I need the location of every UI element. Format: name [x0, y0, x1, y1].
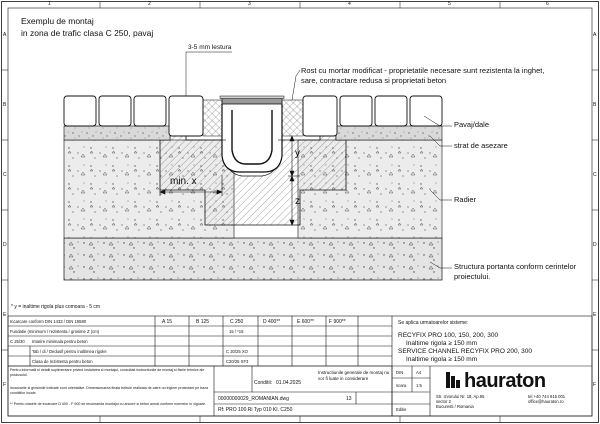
file-name: 00000000029_ROMANIAN.dwg [218, 396, 289, 402]
class-d400: D 400** [263, 319, 281, 325]
row-tick-f-right: F [593, 382, 597, 388]
instructions-note: Instructiunile generale de montaj nu vor fi luate in considerare [318, 370, 390, 381]
product-1: RECYFIX PRO 100, 150, 200, 300 [398, 332, 499, 339]
scale-value: 1:5 [416, 383, 422, 388]
row3-code: C 25/30 [10, 339, 25, 344]
product-1-height: Inaltime rigola ≥ 150 mm [406, 340, 478, 347]
col-tick-6: 6 [546, 1, 549, 7]
company-addr3: Bucuresti / Romania [436, 404, 474, 409]
col-tick-2: 2 [148, 1, 151, 7]
footnote: * y = inaltime rigola plus comoara - 5 cm [11, 304, 101, 310]
class-a15: A 15 [162, 319, 173, 325]
channel-grating [222, 98, 282, 104]
col-tick-3: 3 [248, 1, 251, 7]
class-b125: B 125 [196, 319, 210, 325]
row-tick-e: E [3, 312, 7, 318]
row5-label: Clasa de rezistenta pentru beton [32, 359, 93, 364]
class-f900: F 900** [329, 319, 346, 325]
reference: Rf: PRO 100 Ri Typ 010 KI. C250 [218, 407, 293, 413]
conditii-label: Conditii: [254, 380, 273, 386]
row-tick-a: A [3, 32, 7, 38]
row-tick-f: F [3, 382, 7, 388]
company-addr1: Str. Izvorului Nr. 18, Ap.95 [436, 394, 485, 399]
din-label: DIN [396, 370, 404, 375]
load-class-label: Incarcare conform DIN 1433 / DIN 19580 [10, 319, 87, 324]
row-tick-b-right: B [593, 102, 597, 108]
company-tel: tel +40 744 915 001 [528, 394, 566, 399]
base-callout: Radier [454, 195, 477, 204]
mortar-joint-left [203, 100, 222, 136]
mortar-callout: Rost cu mortar modificat - proprietatile necesare sunt rezistenta la inghet, sare, contractare redusa si proprietati beton [301, 66, 545, 85]
drawing-title-line2: in zona de trafic clasa C 250, pavaj [21, 28, 154, 38]
bedding-left [64, 126, 170, 140]
channel-inner [232, 110, 272, 164]
mortar-joint-right [282, 100, 303, 136]
col-tick-1: 1 [48, 1, 51, 7]
foundation-c250: 15 / *15 [229, 329, 244, 334]
row5-c250: C20/25 XF3 [226, 359, 249, 364]
class-c250: C 250 [230, 319, 244, 325]
drawing-title-line1: Exemplu de montaj [21, 16, 94, 26]
gap-callout: 3-5 mm lestura [188, 44, 232, 51]
company-addr2: sector 2 [436, 399, 451, 404]
bedding-callout: strat de asezare [454, 141, 508, 150]
row4-label: Tab / di / Dedusif pentru inaltimea rigolei [32, 349, 107, 354]
class-e600: E 600** [297, 319, 314, 325]
row-tick-d-right: D [593, 242, 597, 248]
hauraton-mark-icon [446, 372, 460, 388]
row3-label: Intarire minimala pentru beton [32, 339, 88, 344]
drawing-date: 01.04.2025 [276, 380, 302, 386]
product-2: SERVICE CHANNEL RECYFIX PRO 200, 300 [398, 348, 533, 355]
row-tick-c-right: C [593, 172, 597, 178]
foundation-label: Fundatie (minimum / rezistenta / grosime Z (cm) [10, 329, 100, 334]
mortar-leader [292, 70, 300, 100]
row-tick-b: B [3, 102, 7, 108]
z-label: z [295, 196, 300, 207]
row-tick-e-right: E [593, 312, 597, 318]
note-1: Pentru informatii si detalii suplimentare privind instalarea si montajul, consultati instructiunile de montaj si fisele tehnice ale produsului. [10, 368, 205, 377]
din-value: A4 [416, 370, 422, 375]
product-2-height: Inaltime rigola ≥ 150 mm [406, 356, 478, 363]
company-brand: hauraton [464, 370, 546, 392]
row-tick-c: C [3, 172, 7, 178]
bedding-right [336, 126, 442, 140]
row-tick-d: D [3, 242, 7, 248]
row-tick-a-right: A [593, 32, 597, 38]
edition-label: Editie [396, 407, 407, 412]
row4-c250: C 20/25 XO [226, 349, 248, 354]
min-x-label: min. x [170, 176, 197, 187]
subbase-callout: Structura portanta conform cerintelor proiectului. [454, 262, 577, 281]
products-heading: Se aplica urmatoarelor sisteme: [398, 320, 469, 326]
scale-label: scara [396, 383, 407, 388]
note-2: Incarcarile si grosimile indicate sunt orientative. Dimensionarea finala trebuie realizata de catre un inginer proiectant pe baza conditiilor locale. [10, 386, 208, 395]
sheet-number: 13 [346, 396, 352, 402]
note-3: ** Pentru clasele de incarcare D 400 - F 900 se recomanda montajul cu ancore si beton armat conform normelor in vigoare. [10, 402, 206, 406]
col-tick-4: 4 [348, 1, 351, 7]
y-label: y [295, 148, 300, 159]
paving-callout: Pavaj/dale [454, 120, 490, 129]
subbase-layer [64, 238, 442, 280]
col-tick-5: 5 [448, 1, 451, 7]
company-email: office@hauraton.ro [528, 399, 564, 404]
